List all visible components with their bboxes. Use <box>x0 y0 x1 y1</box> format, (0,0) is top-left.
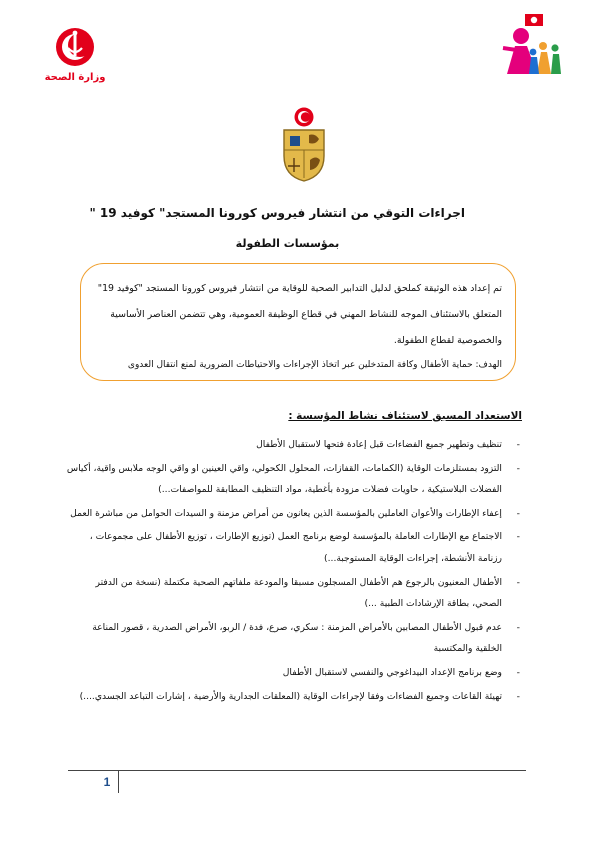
footer-divider <box>68 770 526 771</box>
ministry-of-health-logo <box>40 26 110 92</box>
list-item-text: تهيئة القاعات وجميع الفضاءات وفقا لإجراءات الوقاية (المعلقات الجدارية والأرضية ، إشارات التباعد الجسدي....) <box>79 690 502 702</box>
bullet-dash: - <box>516 531 520 543</box>
children-institution-logo <box>497 14 567 84</box>
list-item-text: تنظيف وتطهير جميع الفضاءات قبل إعادة فتحها لاستقبال الأطفال <box>256 439 502 450</box>
list-item <box>64 434 522 456</box>
bullet-dash: - <box>516 439 520 450</box>
bullet-dash: - <box>516 462 520 474</box>
list-item <box>64 526 522 569</box>
list-item <box>64 662 522 684</box>
bullet-dash: - <box>516 621 520 633</box>
list-item-text: الاجتماع مع الإطارات العاملة بالمؤسسة لوضع برنامج العمل (توزيع الإطارات ، توزيع الأطفال على مجموعات ، رزنامة الأنشطة، إجراءات الوقاية المستوجبة...) <box>89 531 502 564</box>
bullet-dash: - <box>516 666 520 678</box>
list-item <box>64 572 522 615</box>
list-item <box>64 617 522 660</box>
document-subtitle: بمؤسسات الطفولة <box>235 237 340 250</box>
list-item <box>64 458 522 501</box>
coat-of-arms-emblem <box>276 106 332 182</box>
list-item-text: عدم قبول الأطفال المصابين بالأمراض المزمنة : سكري، صرع، فدة / الربو، الأمراض الصدرية ، قصور المناعة الخلقية والمكتسبة <box>92 621 502 655</box>
bullet-dash: - <box>516 576 520 588</box>
list-item <box>64 503 522 525</box>
list-item-text: التزود بمستلزمات الوقاية (الكمامات، القفازات، المحلول الكحولي، واقي العينين او واقي الوجه ملابس واقية، أكياس الفضلات البلاستيكية ، حاويات فضلات مزودة بأغطية، مواد التنظيف المطابقة للمواصفات...) <box>66 462 502 496</box>
list-item-text: الأطفال المعنيون بالرجوع هم الأطفال المسجلون مسبقا والمودعة ملفاتهم الصحية مكتملة (نسخة من الدفتر الصحي، بطاقة الإرشادات الطبية ...) <box>95 576 502 610</box>
preparation-list <box>64 434 522 709</box>
page-number: 1 <box>103 775 111 789</box>
list-item-text: وضع برنامج الإعداد البيداغوجي والنفسي لاستقبال الأطفال <box>282 666 502 678</box>
children-institution-icon <box>497 14 567 78</box>
goal-paragraph: الهدف: حماية الأطفال وكافة المتدخلين عبر اتخاذ الإجراءات والاحتياطات الضرورية لمنع انتقال العدوى <box>127 360 502 370</box>
ministry-label: وزارة الصحة <box>44 72 106 83</box>
intro-paragraph: تم إعداد هذه الوثيقة كملحق لدليل التدابير الصحية للوقاية من انتشار فيروس كورونا المستجد "كوفيد 19" المتعلق بالاستئناف الموجه للنشاط المهني في قطاع الوظيفة العمومية، وهي تتضمن العناصر الأساسية والخصوصية لقطاع الطفولة. <box>97 283 502 346</box>
health-ministry-crescent-icon <box>54 26 96 70</box>
list-item-text: إعفاء الإطارات والأعوان العاملين بالمؤسسة الذين يعانون من أمراض مزمنة و السيدات الحوامل من مباشرة العمل <box>70 507 502 519</box>
list-item <box>64 686 522 708</box>
bullet-dash: - <box>516 507 520 519</box>
tunisia-coat-of-arms-icon <box>276 106 332 182</box>
footer-vertical-divider <box>118 771 119 793</box>
section-heading: الاستعداد المسبق لاستئناف نشاط المؤسسة : <box>288 410 522 422</box>
document-title: اجراءات التوقي من انتشار فيروس كورونا المستجد" كوفيد 19 " <box>89 206 465 220</box>
bullet-dash: - <box>516 690 520 702</box>
